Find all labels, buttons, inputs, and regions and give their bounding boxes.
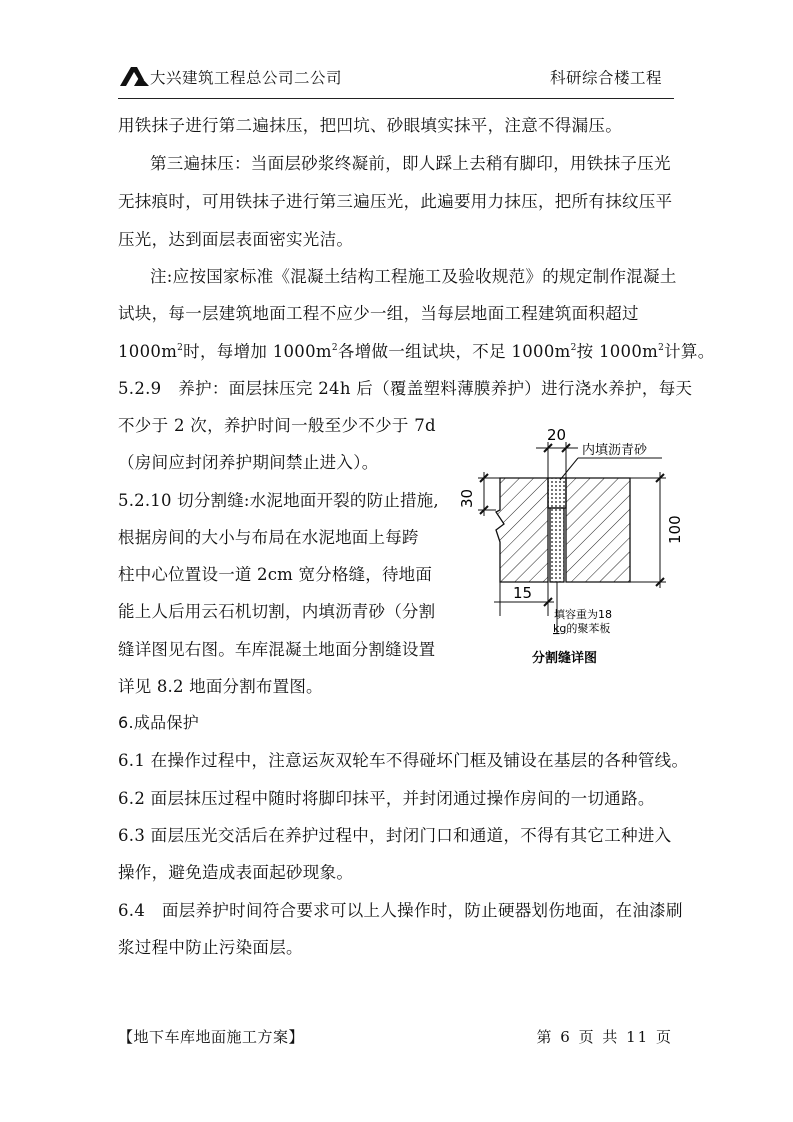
paragraph-line: 6.1 在操作过程中，注意运灰双轮车不得碰坏门框及铺设在基层的各种管线。 (118, 751, 689, 770)
section-heading: 6.成品保护 (118, 713, 200, 732)
paragraph-line: 无抹痕时，可用铁抹子进行第三遍压光，此遍要用力抹压，把所有抹纹压平 (118, 192, 673, 211)
company-logo-icon (118, 64, 150, 88)
paragraph-line: 6.2 面层抹压过程中随时将脚印抹平，并封闭通过操作房间的一切通路。 (118, 789, 655, 808)
paragraph-line: 根据房间的大小与布局在水泥地面上每跨 (118, 528, 419, 547)
paragraph-line: 第三遍抹压：当面层砂浆终凝前，即人踩上去稍有脚印，用铁抹子压光 (150, 154, 671, 173)
diagram-caption: 分割缝详图 (532, 651, 598, 665)
paragraph-line: 详见 8.2 地面分割布置图。 (118, 677, 323, 696)
paragraph-line: 注:应按国家标准《混凝土结构工程施工及验收规范》的规定制作混凝土 (150, 267, 677, 286)
paragraph-line: 压光，达到面层表面密实光洁。 (118, 230, 354, 249)
paragraph-line-area: $1000m^2$时，每增加 $1000m^2$各增做一组试块，不足 $1000m^2$按 $1000m^2$计算。 (118, 342, 715, 361)
paragraph-line: 5.2.10 切分割缝:水泥地面开裂的防止措施, (118, 491, 439, 510)
paragraph-line: 不少于 2 次，养护时间一般至少不少于 7d (118, 416, 436, 435)
footer-page-number: 第 6 页 共 11 页 (536, 1028, 673, 1046)
dim-right: 100 (666, 515, 684, 544)
paragraph-line: 6.4 面层养护时间符合要求可以上人操作时，防止硬器划伤地面，在油漆刷 (118, 901, 683, 920)
paragraph-line: （房间应封闭养护期间禁止进入）。 (118, 453, 379, 472)
asphalt-sand-fill (548, 478, 566, 508)
paragraph-line: 5.2.9 养护：面层抹压完 24h 后（覆盖塑料薄膜养护）进行浇水养护，每天 (118, 379, 693, 398)
paragraph-line: 操作，避免造成表面起砂现象。 (118, 863, 354, 882)
note-line-2: kg的聚苯板 (553, 622, 611, 635)
footer-doc-title: 【地下车库地面施工方案】 (118, 1028, 305, 1046)
paragraph-line: 柱中心位置设一道 2cm 宽分格缝，待地面 (118, 565, 433, 584)
dim-left: 30 (458, 488, 476, 508)
paragraph-line: 能上人后用云石机切割，内填沥青砂（分割 (118, 602, 436, 621)
concrete-slab-right (566, 478, 630, 582)
paragraph-line: 6.3 面层压光交活后在养护过程中，封闭门口和通道，不得有其它工种进入 (118, 826, 672, 845)
paragraph-line: 缝详图见右图。车库混凝土地面分割缝设置 (118, 640, 436, 659)
paragraph-line: 试块，每一层建筑地面工程不应少一组，当每层地面工程建筑面积超过 (118, 304, 639, 323)
header-company: 大兴建筑工程总公司二公司 (150, 69, 343, 87)
dim-top: 20 (547, 426, 567, 444)
page-header (118, 62, 674, 99)
dim-bottom: 15 (513, 584, 533, 602)
paragraph-line: 用铁抹子进行第二遍抹压，把凹坑、砂眼填实抹平，注意不得漏压。 (118, 116, 622, 135)
joint-detail-diagram (450, 420, 685, 665)
note-line-1: 填容重为18 (554, 608, 612, 621)
paragraph-line: 浆过程中防止污染面层。 (118, 938, 303, 957)
polystyrene-board (550, 508, 564, 582)
label-fill: 内填沥青砂 (582, 443, 648, 458)
concrete-slab-left (496, 478, 548, 582)
header-project: 科研综合楼工程 (549, 69, 662, 87)
